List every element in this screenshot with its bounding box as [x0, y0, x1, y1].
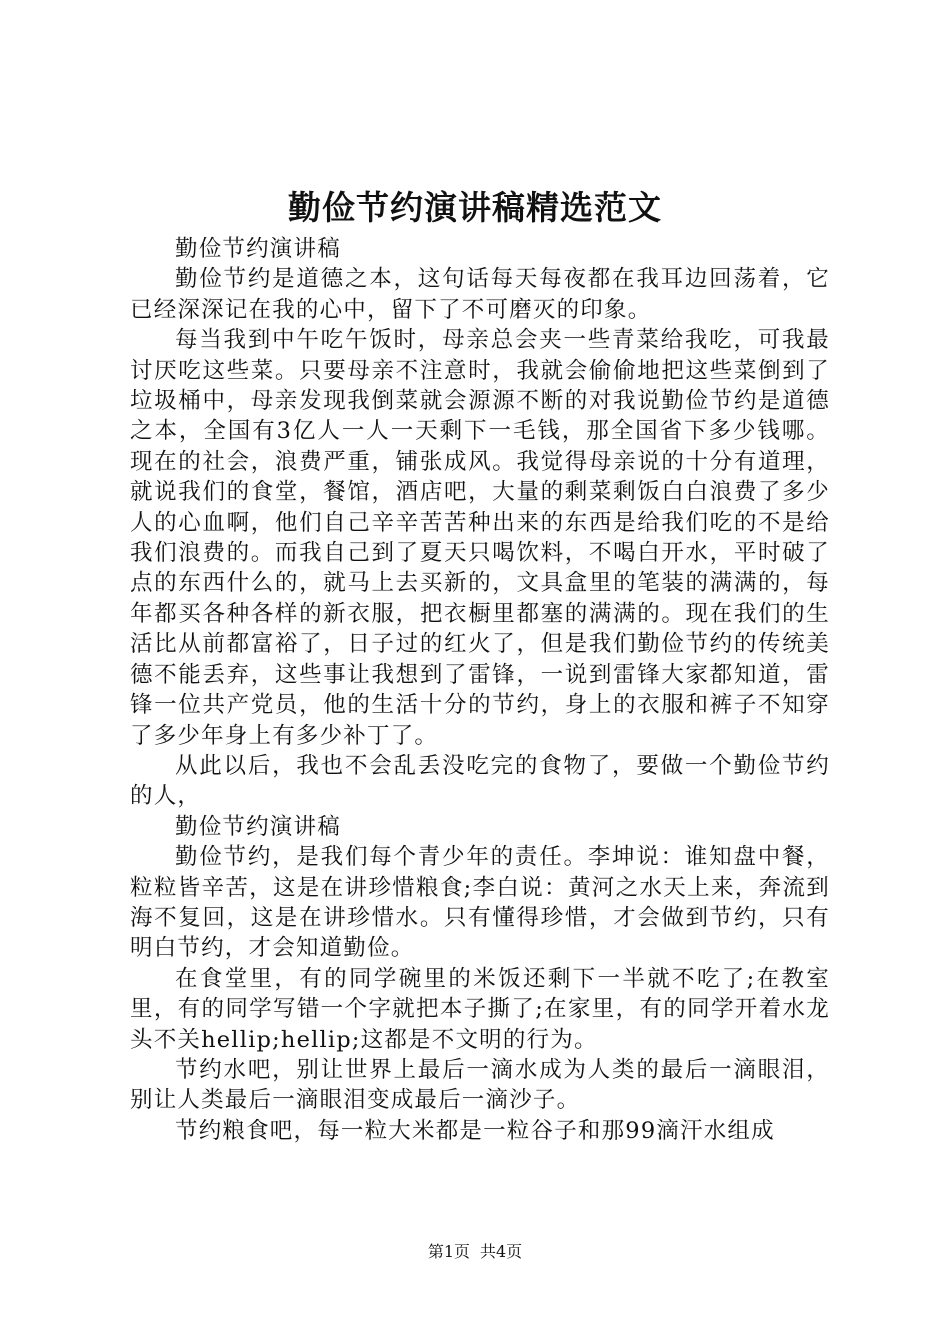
paragraph: 节约水吧，别让世界上最后一滴水成为人类的最后一滴眼泪，别让人类最后一滴眼泪变成最后一滴沙子。 — [130, 1056, 830, 1114]
paragraph: 每当我到中午吃午饭时，母亲总会夹一些青菜给我吃，可我最讨厌吃这些菜。只要母亲不注意时，我就会偷偷地把这些菜倒到了垃圾桶中，母亲发现我倒菜就会源源不断的对我说勤俭节约是道德之本，全国有3亿人一人一天剩下一毛钱，那全国省下多少钱哪。现在的社会，浪费严重，铺张成风。我觉得母亲说的十分有道理，就说我们的食堂，餐馆，酒店吧，大量的剩菜剩饭白白浪费了多少人的心血啊，他们自己辛辛苦苦种出来的东西是给我们吃的不是给我们浪费的。而我自己到了夏天只喝饮料，不喝白开水，平时破了点的东西什么的，就马上去买新的，文具盒里的笔装的满满的，每年都买各种各样的新衣服，把衣橱里都塞的满满的。现在我们的生活比从前都富裕了，日子过的红火了，但是我们勤俭节约的传统美德不能丢弃，这些事让我想到了雷锋，一说到雷锋大家都知道，雷锋一位共产党员，他的生活十分的节约，身上的衣服和裤子不知穿了多少年身上有多少补丁了。 — [130, 327, 830, 749]
page-total: 共4页 — [480, 1242, 523, 1261]
paragraph: 在食堂里，有的同学碗里的米饭还剩下一半就不吃了;在教室里，有的同学写错一个字就把本子撕了;在家里，有的同学开着水龙头不关hellip;hellip;这都是不文明的行为。 — [130, 965, 830, 1053]
paragraph: 节约粮食吧，每一粒大米都是一粒谷子和那99滴汗水组成 — [175, 1117, 775, 1144]
document-title: 勤俭节约演讲稿精选范文 — [288, 188, 662, 227]
document-body — [130, 234, 830, 1146]
paragraph: 勤俭节约是道德之本，这句话每天每夜都在我耳边回荡着，它已经深深记在我的心中，留下了不可磨灭的印象。 — [130, 266, 830, 323]
paragraph-heading: 勤俭节约演讲稿 — [175, 236, 341, 262]
page-footer — [0, 1241, 950, 1263]
paragraph: 勤俭节约，是我们每个青少年的责任。李坤说：谁知盘中餐，粒粒皆辛苦，这是在讲珍惜粮食;李白说：黄河之水天上来，奔流到海不复回，这是在讲珍惜水。只有懂得珍惜，才会做到节约，只有明白节约，才会知道勤俭。 — [130, 844, 830, 962]
page-number: 第1页 — [427, 1242, 470, 1261]
paragraph: 从此以后，我也不会乱丢没吃完的食物了，要做一个勤俭节约的人， — [130, 752, 830, 810]
paragraph-heading: 勤俭节约演讲稿 — [175, 813, 341, 840]
